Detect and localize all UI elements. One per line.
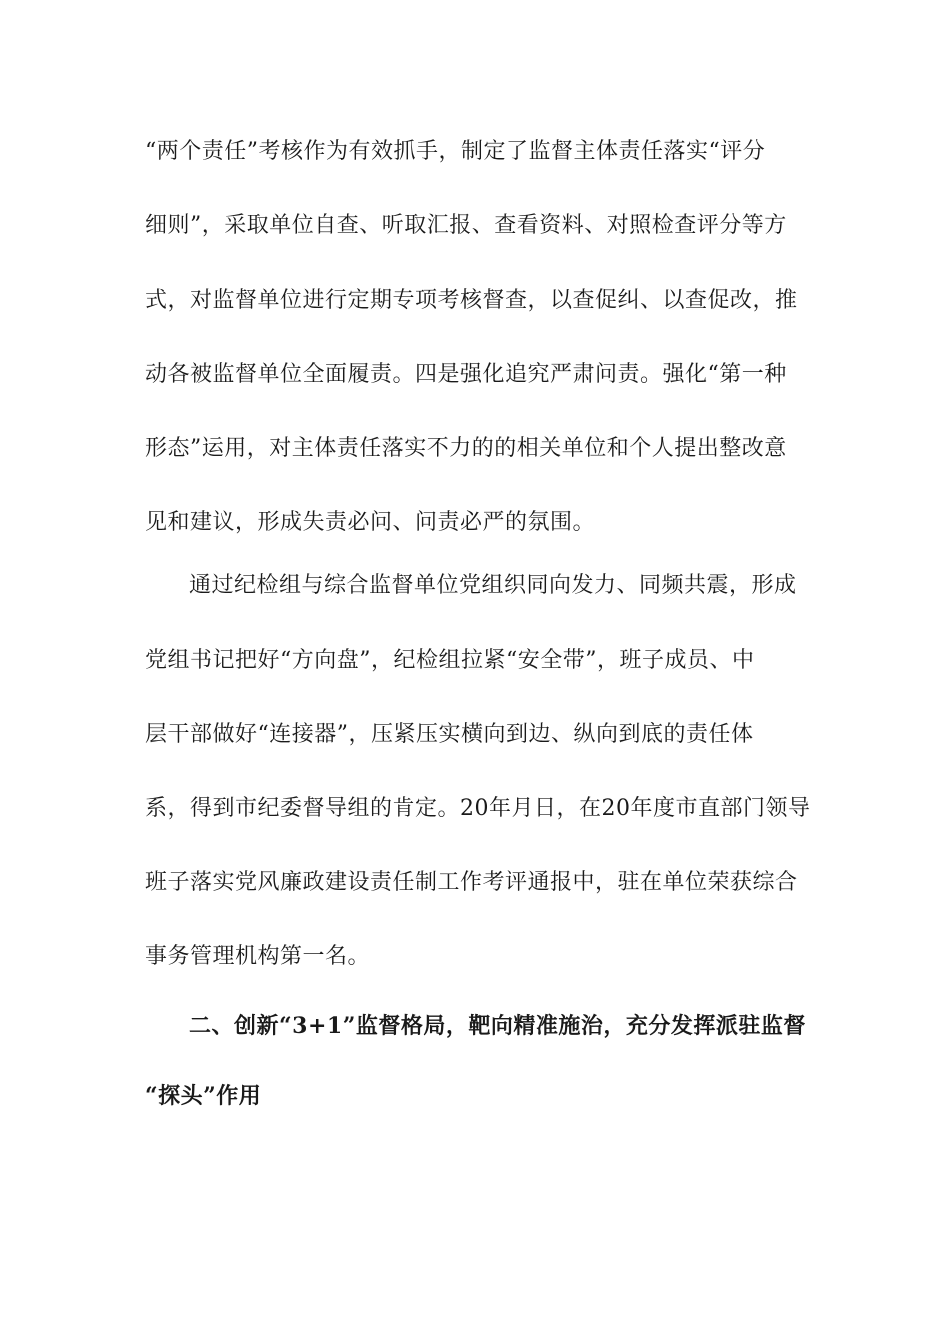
paragraph-line: 动各被监督单位全面履责。四是强化追究严肃问责。强化“第一种 — [145, 362, 787, 387]
paragraph-line: 层干部做好“连接器”，压紧压实横向到边、纵向到底的责任体 — [145, 722, 754, 747]
paragraph-line: 事务管理机构第一名。 — [145, 944, 371, 969]
paragraph-line: 式，对监督单位进行定期专项考核督查，以查促纠、以查促改，推 — [145, 288, 798, 313]
section-heading-line-1: 二、创新“3+1”监督格局，靶向精准施治，充分发挥派驻监督 — [189, 1013, 806, 1039]
paragraph-line: 形态”运用，对主体责任落实不力的的相关单位和个人提出整改意 — [145, 436, 787, 461]
paragraph-line: 见和建议，形成失责必问、问责必严的氛围。 — [145, 510, 596, 535]
section-heading-line-2: “探头”作用 — [145, 1083, 262, 1109]
paragraph-line: 党组书记把好“方向盘”，纪检组拉紧“安全带”，班子成员、中 — [145, 648, 755, 673]
paragraph-line: 通过纪检组与综合监督单位党组织同向发力、同频共震，形成 — [189, 573, 797, 598]
paragraph-line: 班子落实党风廉政建设责任制工作考评通报中，驻在单位荣获综合 — [145, 870, 798, 895]
paragraph-line: 系，得到市纪委督导组的肯定。20年月日，在20年度市直部门领导 — [145, 796, 811, 821]
paragraph-line: “两个责任”考核作为有效抓手，制定了监督主体责任落实“评分 — [145, 139, 766, 164]
paragraph-line: 细则”，采取单位自查、听取汇报、查看资料、对照检查评分等方 — [145, 213, 787, 238]
